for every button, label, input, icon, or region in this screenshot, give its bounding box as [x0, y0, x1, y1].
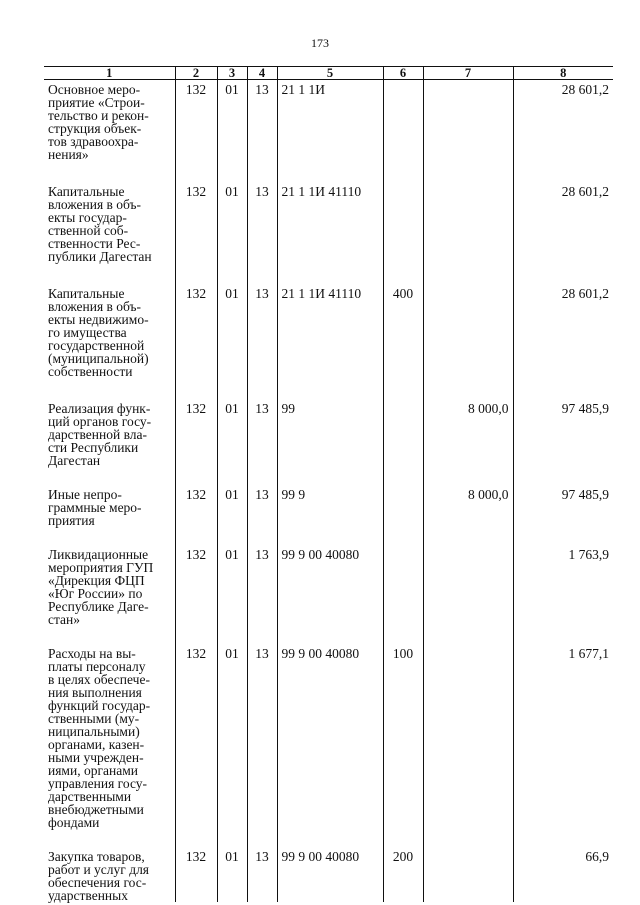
- col8-amount-cell: 97 485,9: [513, 485, 613, 527]
- expense-type-cell: [383, 485, 423, 527]
- target-article-cell: 99 9 00 40080: [277, 847, 383, 902]
- ministry-code-cell: 132: [175, 284, 217, 378]
- col7-amount-cell: [423, 80, 513, 162]
- row-name-cell: Расходы на вы- платы персоналу в целях обеспече- ния выполнения функций государ- ственными (му- ниципальными) органами, казен- ными учрежден- иями, органами управления госу- дарственными внебюджетными фондами: [48, 646, 151, 830]
- target-article-cell: 99 9: [277, 485, 383, 527]
- col7-amount-cell: [423, 182, 513, 263]
- row-name-cell: Иные непро- граммные меро- приятия: [48, 487, 142, 528]
- subsection-code-cell: 13: [247, 284, 277, 378]
- table-row: [44, 182, 613, 263]
- header-cell-7: 7: [423, 67, 513, 80]
- row-name-cell: Капитальные вложения в объ- екты государ- ственной соб- ственности Рес- публики Дагестан: [48, 184, 152, 264]
- table-row: [44, 485, 613, 527]
- col7-amount-cell: [423, 644, 513, 829]
- table-row: [44, 644, 613, 829]
- expense-type-cell: [383, 182, 423, 263]
- header-cell-3: 3: [217, 67, 247, 80]
- ministry-code-cell: 132: [175, 545, 217, 626]
- col8-amount-cell: 1 677,1: [513, 644, 613, 829]
- col8-amount-cell: 28 601,2: [513, 80, 613, 162]
- expense-type-cell: 200: [383, 847, 423, 902]
- table-row: [44, 399, 613, 467]
- row-name-cell: Закупка товаров, работ и услуг для обеспечения гос- ударственных: [48, 849, 150, 903]
- section-code-cell: 01: [217, 485, 247, 527]
- subsection-code-cell: 13: [247, 399, 277, 467]
- subsection-code-cell: 13: [247, 485, 277, 527]
- ministry-code-cell: 132: [175, 485, 217, 527]
- col7-amount-cell: 8 000,0: [423, 485, 513, 527]
- section-code-cell: 01: [217, 399, 247, 467]
- subsection-code-cell: 13: [247, 545, 277, 626]
- header-cell-1: 1: [44, 67, 175, 80]
- target-article-cell: 99 9 00 40080: [277, 644, 383, 829]
- col7-amount-cell: [423, 284, 513, 378]
- header-cell-8: 8: [513, 67, 613, 80]
- section-code-cell: 01: [217, 644, 247, 829]
- col8-amount-cell: 28 601,2: [513, 182, 613, 263]
- row-name-cell: Основное меро- приятие «Строи- тельство и рекон- струкция объек- тов здравоохра- нения»: [48, 82, 149, 162]
- target-article-cell: 99 9 00 40080: [277, 545, 383, 626]
- header-cell-2: 2: [175, 67, 217, 80]
- expense-type-cell: 100: [383, 644, 423, 829]
- ministry-code-cell: 132: [175, 644, 217, 829]
- col8-amount-cell: 28 601,2: [513, 284, 613, 378]
- target-article-cell: 21 1 1И 41110: [277, 182, 383, 263]
- budget-table: [44, 66, 613, 902]
- subsection-code-cell: 13: [247, 182, 277, 263]
- table-row: [44, 847, 613, 902]
- col7-amount-cell: [423, 545, 513, 626]
- target-article-cell: 21 1 1И 41110: [277, 284, 383, 378]
- header-row: [44, 67, 613, 80]
- subsection-code-cell: 13: [247, 80, 277, 162]
- subsection-code-cell: 13: [247, 847, 277, 902]
- table-row: [44, 545, 613, 626]
- row-name-cell: Капитальные вложения в объ- екты недвижимо- го имущества государственной (муниципальной) собственности: [48, 286, 149, 379]
- section-code-cell: 01: [217, 545, 247, 626]
- col8-amount-cell: 1 763,9: [513, 545, 613, 626]
- ministry-code-cell: 132: [175, 847, 217, 902]
- ministry-code-cell: 132: [175, 399, 217, 467]
- row-name-cell: Ликвидационные мероприятия ГУП «Дирекция ФЦП «Юг России» по Республике Даге- стан»: [48, 547, 154, 627]
- target-article-cell: 99: [277, 399, 383, 467]
- section-code-cell: 01: [217, 847, 247, 902]
- header-cell-6: 6: [383, 67, 423, 80]
- col7-amount-cell: 8 000,0: [423, 399, 513, 467]
- subsection-code-cell: 13: [247, 644, 277, 829]
- col7-amount-cell: [423, 847, 513, 902]
- col8-amount-cell: 66,9: [513, 847, 613, 902]
- ministry-code-cell: 132: [175, 80, 217, 162]
- target-article-cell: 21 1 1И: [277, 80, 383, 162]
- header-cell-5: 5: [277, 67, 383, 80]
- row-name-cell: Реализация функ- ций органов госу- дарственной вла- сти Республики Дагестан: [48, 401, 152, 468]
- section-code-cell: 01: [217, 284, 247, 378]
- table-row: [44, 284, 613, 378]
- expense-type-cell: [383, 545, 423, 626]
- page-number: 173: [311, 36, 329, 50]
- col8-amount-cell: 97 485,9: [513, 399, 613, 467]
- expense-type-cell: [383, 80, 423, 162]
- section-code-cell: 01: [217, 80, 247, 162]
- table-row: [44, 80, 613, 162]
- expense-type-cell: 400: [383, 284, 423, 378]
- expense-type-cell: [383, 399, 423, 467]
- ministry-code-cell: 132: [175, 182, 217, 263]
- header-cell-4: 4: [247, 67, 277, 80]
- section-code-cell: 01: [217, 182, 247, 263]
